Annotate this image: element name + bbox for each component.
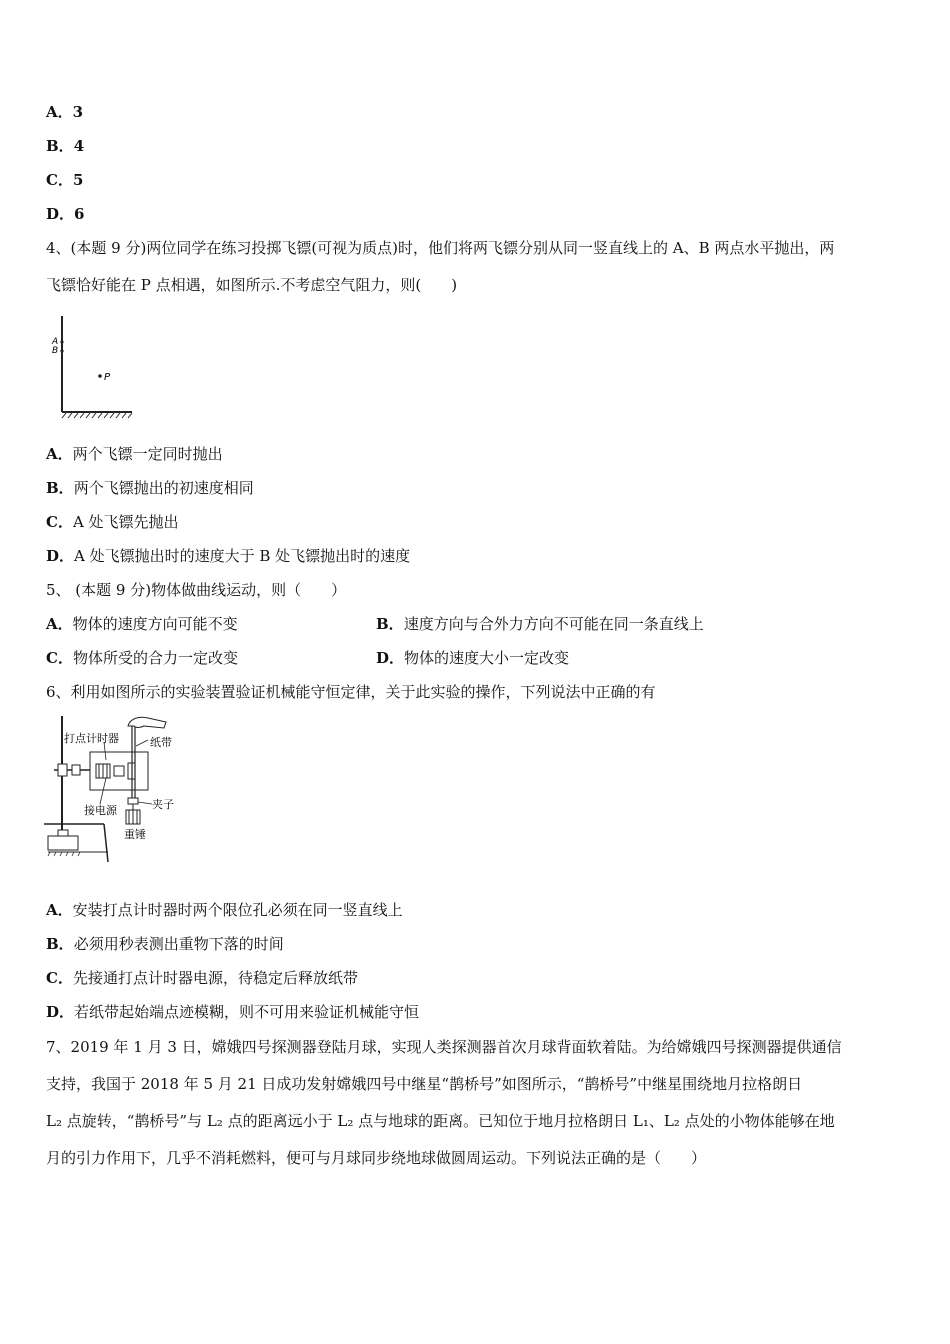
weight-label: 重锤 [124,828,146,841]
q6-stem: 6、利用如图所示的实验装置验证机械能守恒定律，关于此实验的操作，下列说法中正确的有 [46,683,656,701]
q6-option-a: A．安装打点计时器时两个限位孔必须在同一竖直线上 [46,901,403,919]
timer-label: 打点计时器 [64,732,119,745]
point-b-label: B [52,346,59,356]
q5-option-d: D．物体的速度大小一定改变 [376,649,570,667]
q3-option-d: D．6 [46,205,85,223]
q3-option-c: C．5 [46,171,84,189]
tape-label: 纸带 [150,736,172,749]
q3-option-a: A．3 [46,103,84,121]
q7-stem-line1: 7、2019 年 1 月 3 日，嫦娥四号探测器登陆月球，实现人类探测器首次月球背面软着陆。为给嫦娥四号探测器提供通信 [46,1038,842,1056]
q5-option-c: C．物体所受的合力一定改变 [46,649,238,667]
q5-option-a: A．物体的速度方向可能不变 [46,615,238,633]
point-p-label: P [104,372,111,383]
q4-option-a: A．两个飞镖一定同时抛出 [46,445,223,463]
q7-stem-line3: L₂ 点旋转，“鹊桥号”与 L₂ 点的距离远小于 L₂ 点与地球的距离。已知位于地月拉格朗日 L₁、L₂ 点处的小物体能够在地 [46,1112,835,1130]
q3-option-b: B．4 [46,137,85,155]
q6-apparatus-figure [44,712,214,872]
q5-option-b: B．速度方向与合外力方向不可能在同一条直线上 [376,615,704,633]
q7-stem-line2: 支持，我国于 2018 年 5 月 21 日成功发射嫦娥四号中继星“鹊桥号”如图所示，“鹊桥号”中继星围绕地月拉格朗日 [46,1075,803,1093]
q4-figure [48,312,138,424]
clip-label: 夹子 [152,798,174,811]
q4-option-b: B．两个飞镖抛出的初速度相同 [46,479,254,497]
point-a-label: A [52,337,59,347]
q6-option-c: C．先接通打点计时器电源，待稳定后释放纸带 [46,969,358,987]
q7-stem-line4: 月的引力作用下，几乎不消耗燃料，便可与月球同步绕地球做圆周运动。下列说法正确的是（ ） [46,1149,707,1167]
q6-option-d: D．若纸带起始端点迹模糊，则不可用来验证机械能守恒 [46,1003,420,1021]
q4-option-d: D．A 处飞镖抛出时的速度大于 B 处飞镖抛出时的速度 [46,547,411,565]
q4-stem-line2: 飞镖恰好能在 P 点相遇，如图所示.不考虑空气阻力，则( ) [46,276,458,294]
q5-stem: 5、 (本题 9 分)物体做曲线运动，则（ ） [46,581,347,599]
power-label: 接电源 [84,804,117,817]
q4-option-c: C．A 处飞镖先抛出 [46,513,179,531]
q6-option-b: B．必须用秒表测出重物下落的时间 [46,935,284,953]
q4-stem-line1: 4、(本题 9 分)两位同学在练习投掷飞镖(可视为质点)时，他们将两飞镖分别从同一竖直线上的 A、B 两点水平抛出，两 [46,239,835,257]
